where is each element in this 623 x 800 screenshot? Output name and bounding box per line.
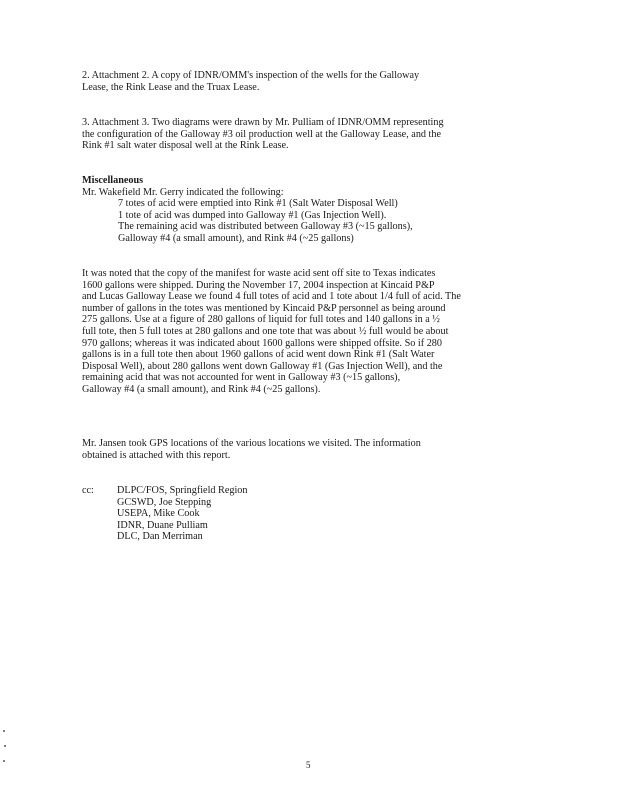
text-line: Disposal Well), about 280 gallons went down Galloway #1 (Gas Injection Well), and the [82, 360, 443, 372]
list-item: Galloway #4 (a small amount), and Rink #4 (~25 gallons) [118, 232, 354, 244]
text-line: remaining acid that was not accounted for went in Galloway #3 (~15 gallons), [82, 372, 401, 384]
list-item: 7 totes of acid were emptied into Rink #1 (Salt Water Disposal Well) [118, 198, 398, 210]
section-heading: Miscellaneous [82, 175, 144, 186]
scan-artifact [3, 730, 5, 732]
cc-recipient: USEPA, Mike Cook [117, 508, 200, 520]
attachment-3-paragraph [82, 117, 522, 152]
attachment-2-paragraph [82, 70, 522, 93]
text-line: gallons is in a full tote then about 1960 gallons of acid went down Rink #1 (Salt Water [82, 349, 435, 361]
text-line: and Lucas Galloway Lease we found 4 full totes of acid and 1 tote about 1/4 full of acid. The [82, 291, 461, 303]
text-line: full tote, then 5 full totes at 280 gallons and one tote that was about ½ full would be about [82, 325, 449, 337]
list-item: The remaining acid was distributed between Galloway #3 (~15 gallons), [118, 221, 413, 233]
misc-intro: Mr. Wakefield Mr. Gerry indicated the following: [82, 186, 284, 198]
gps-paragraph [82, 438, 522, 461]
cc-recipient: IDNR, Duane Pulliam [117, 519, 208, 531]
text-line: 275 gallons. Use at a figure of 280 gallons of liquid for full totes and 140 gallons in a ½ [82, 314, 440, 326]
list-item: 1 tote of acid was dumped into Galloway #1 (Gas Injection Well). [118, 209, 387, 221]
manifest-paragraph [82, 268, 522, 396]
text-line: It was noted that the copy of the manifest for waste acid sent off site to Texas indicates [82, 268, 436, 279]
text-line: Mr. Jansen took GPS locations of the various locations we visited. The information [82, 438, 421, 449]
cc-recipient: DLC, Dan Merriman [117, 531, 203, 543]
text-line: 1600 gallons were shipped. During the November 17, 2004 inspection at Kincaid P&P [82, 279, 435, 291]
text-line: 970 gallons; whereas it was indicated about 1600 gallons were shipped offsite. So if 280 [82, 337, 442, 349]
cc-label: cc: [82, 485, 94, 496]
text-line: 3. Attachment 3. Two diagrams were drawn by Mr. Pulliam of IDNR/OMM representing [82, 117, 444, 128]
cc-recipients [117, 485, 247, 543]
page-number: 5 [306, 760, 311, 770]
cc-recipient: GCSWD, Joe Stepping [117, 496, 212, 508]
text-line: Rink #1 salt water disposal well at the Rink Lease. [82, 140, 289, 152]
text-line: Galloway #4 (a small amount), and Rink #4 (~25 gallons). [82, 383, 321, 395]
miscellaneous-section [82, 175, 522, 245]
text-line: number of gallons in the totes was mentioned by Kincaid P&P personnel as being around [82, 302, 446, 314]
scan-artifact [3, 760, 5, 762]
text-line: obtained is attached with this report. [82, 449, 231, 461]
scan-artifact [4, 745, 6, 747]
text-line: the configuration of the Galloway #3 oil production well at the Galloway Lease, and the [82, 128, 441, 140]
text-line: 2. Attachment 2. A copy of IDNR/OMM's inspection of the wells for the Galloway [82, 70, 420, 81]
cc-recipient: DLPC/FOS, Springfield Region [117, 485, 248, 496]
text-line: Lease, the Rink Lease and the Truax Lease. [82, 81, 260, 93]
